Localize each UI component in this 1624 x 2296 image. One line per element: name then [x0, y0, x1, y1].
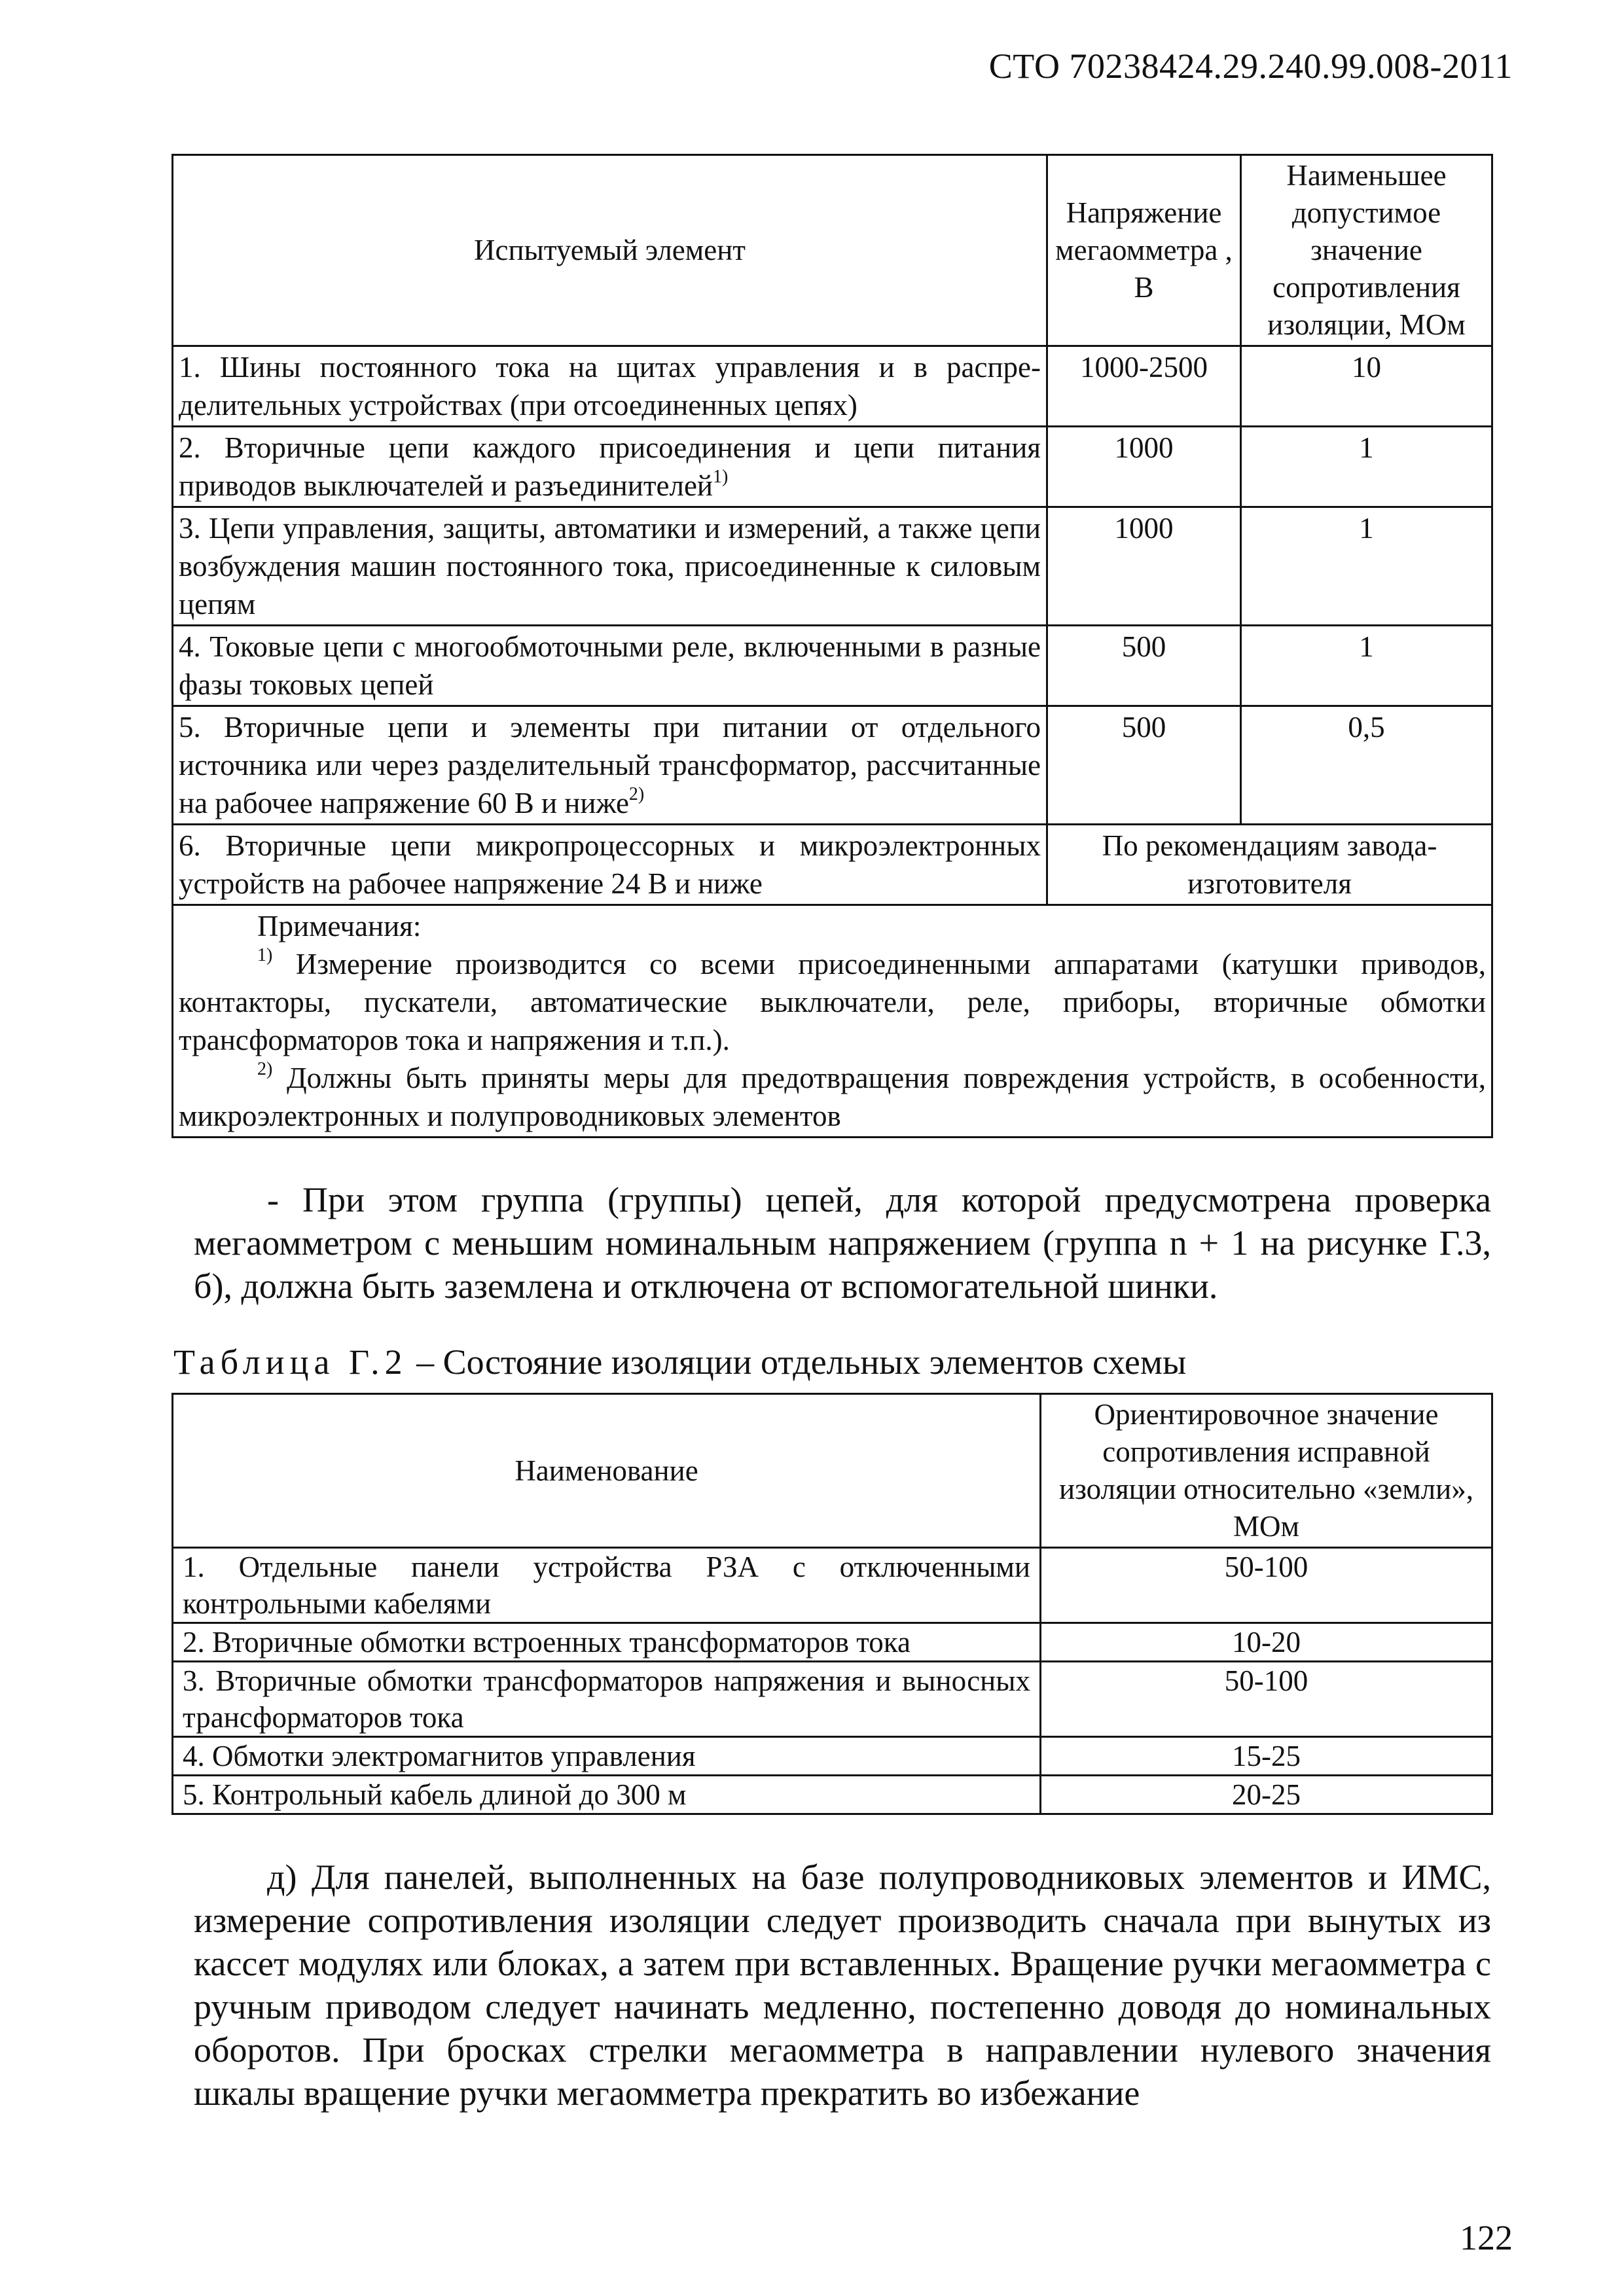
page-number: 122 — [1460, 2218, 1513, 2257]
row-voltage-cell: 1000 — [1047, 507, 1241, 626]
footnote-ref: 2) — [628, 784, 645, 804]
insulation-test-table — [171, 154, 1493, 1138]
table-row — [173, 825, 1492, 905]
row-voltage-cell: 1000-2500 — [1047, 346, 1241, 427]
row-value-cell: 10-20 — [1041, 1623, 1492, 1662]
table-row — [173, 346, 1492, 427]
row-element-cell: 5. Вторичные цепи и элементы при питании от отдельного источника или через разделительный трансформатор, рассчитанные на рабочее напряжение 60 В и ниже$^{2)}$ — [173, 706, 1047, 825]
row-name-cell: 3. Вторичные обмотки трансформаторов напряжения и выносных трансформаторов тока — [173, 1662, 1041, 1737]
table-row — [173, 1548, 1492, 1623]
table-header-row — [173, 155, 1492, 346]
header-megohmmeter-voltage: Напряжение мегаомметра , В — [1047, 155, 1241, 346]
document-code: СТО 70238424.29.240.99.008-2011 — [988, 46, 1513, 86]
notes-title: Примечания: — [257, 910, 422, 942]
row-value-cell: 15-25 — [1041, 1737, 1492, 1776]
table-caption-text: – Состояние изоляции отдельных элементов схемы — [407, 1342, 1187, 1382]
row-resistance-cell: 0,5 — [1241, 706, 1492, 825]
row-element-cell: 4. Токовые цепи с многообмоточными реле, включенными в разные фазы токовых цепей — [173, 626, 1047, 706]
row-element-cell: 2. Вторичные цепи каждого присоединения и цепи питания приводов выключателей и разъединителей$^{1)}$ — [173, 427, 1047, 507]
row-voltage-cell: 500 — [1047, 626, 1241, 706]
header-tested-element: Испытуемый элемент — [173, 155, 1047, 346]
table-row — [173, 507, 1492, 626]
table-row — [173, 626, 1492, 706]
body-paragraph: - При этом группа (группы) цепей, для которой предусмотрена проверка мегаомметром с меньшим номинальным напряжением (группа n + 1 на рисунке Г.3, б), должна быть заземлена и отключена от вспомогательной шинки. — [194, 1180, 1491, 1306]
table-row — [173, 706, 1492, 825]
table-row — [173, 1737, 1492, 1776]
body-paragraph: д) Для панелей, выполненных на базе полупроводниковых элементов и ИМС, измерение сопротивления изоляции следует производить сначала при вынутых из кассет модулях или блоках, а затем при вставленных. Вращение ручки мегаомметра с ручным приводом следует начинать медленно, постепенно доводя до номинальных оборотов. При бросках стрелки мегаомметра в направлении нулевого значения шкалы вращение ручки мегаомметра прекратить во избежание — [194, 1857, 1491, 2113]
row-element-cell: 1. Шины постоянного тока на щитах управления и в распре-делительных устройствах (при отсоединенных цепях) — [173, 346, 1047, 427]
row-value-cell: 20-25 — [1041, 1776, 1492, 1814]
note-1: $^{1)}$ Измерение производится со всеми присоединенными аппаратами (катушки приводов, контакторы, пускатели, автоматические выключатели, реле, приборы, вторичные обмотки трансформаторов тока и напряжения и т.п.). — [179, 945, 1486, 1056]
table-caption — [173, 1342, 1186, 1382]
table-row — [173, 1776, 1492, 1814]
row-resistance-cell: 1 — [1241, 427, 1492, 507]
insulation-state-table — [171, 1393, 1493, 1815]
row-value-cell: 50-100 — [1041, 1548, 1492, 1623]
row-value-cell: 50-100 — [1041, 1662, 1492, 1737]
table-header-row — [173, 1394, 1492, 1548]
notes-cell — [173, 905, 1492, 1138]
row-voltage-cell: 500 — [1047, 706, 1241, 825]
footnote-ref: 1) — [713, 467, 729, 487]
row-name-cell: 5. Контрольный кабель длиной до 300 м — [173, 1776, 1041, 1814]
note-2-mark: 2) — [257, 1059, 273, 1079]
row-element-cell: 3. Цепи управления, защиты, автоматики и измерений, а также цепи возбуждения машин постоянного тока, присоединенные к силовым цепям — [173, 507, 1047, 626]
row-resistance-cell: 10 — [1241, 346, 1492, 427]
header-name: Наименование — [173, 1394, 1041, 1548]
table-row — [173, 1623, 1492, 1662]
header-resistance-value: Ориентировочное значение сопротивления исправной изоляции относительно «земли», МОм — [1041, 1394, 1492, 1548]
note-2: $^{2)}$ Должны быть приняты меры для предотвращения повреждения устройств, в особенности, микроэлектронных и полупроводниковых элементов — [179, 1059, 1486, 1132]
row-voltage-cell: 1000 — [1047, 427, 1241, 507]
row-name-cell: 1. Отдельные панели устройства РЗА с отключенными контрольными кабелями — [173, 1548, 1041, 1623]
note-1-mark: 1) — [257, 945, 273, 965]
table-caption-label: Таблица Г.2 — [173, 1342, 408, 1382]
table-row — [173, 427, 1492, 507]
notes-row — [173, 905, 1492, 1138]
row-element-cell: 6. Вторичные цепи микропроцессорных и микроэлектронных устройств на рабочее напряжение 24 В и ниже — [173, 825, 1047, 905]
row-resistance-cell: 1 — [1241, 507, 1492, 626]
row-name-cell: 4. Обмотки электромагнитов управления — [173, 1737, 1041, 1776]
table-row — [173, 1662, 1492, 1737]
row-resistance-cell: 1 — [1241, 626, 1492, 706]
manufacturer-recommendation-cell: По рекомендациям завода-изготовителя — [1047, 825, 1492, 905]
row-name-cell: 2. Вторичные обмотки встроенных трансформаторов тока — [173, 1623, 1041, 1662]
header-min-resistance: Наименьшее допустимое значение сопротивления изоляции, МОм — [1241, 155, 1492, 346]
